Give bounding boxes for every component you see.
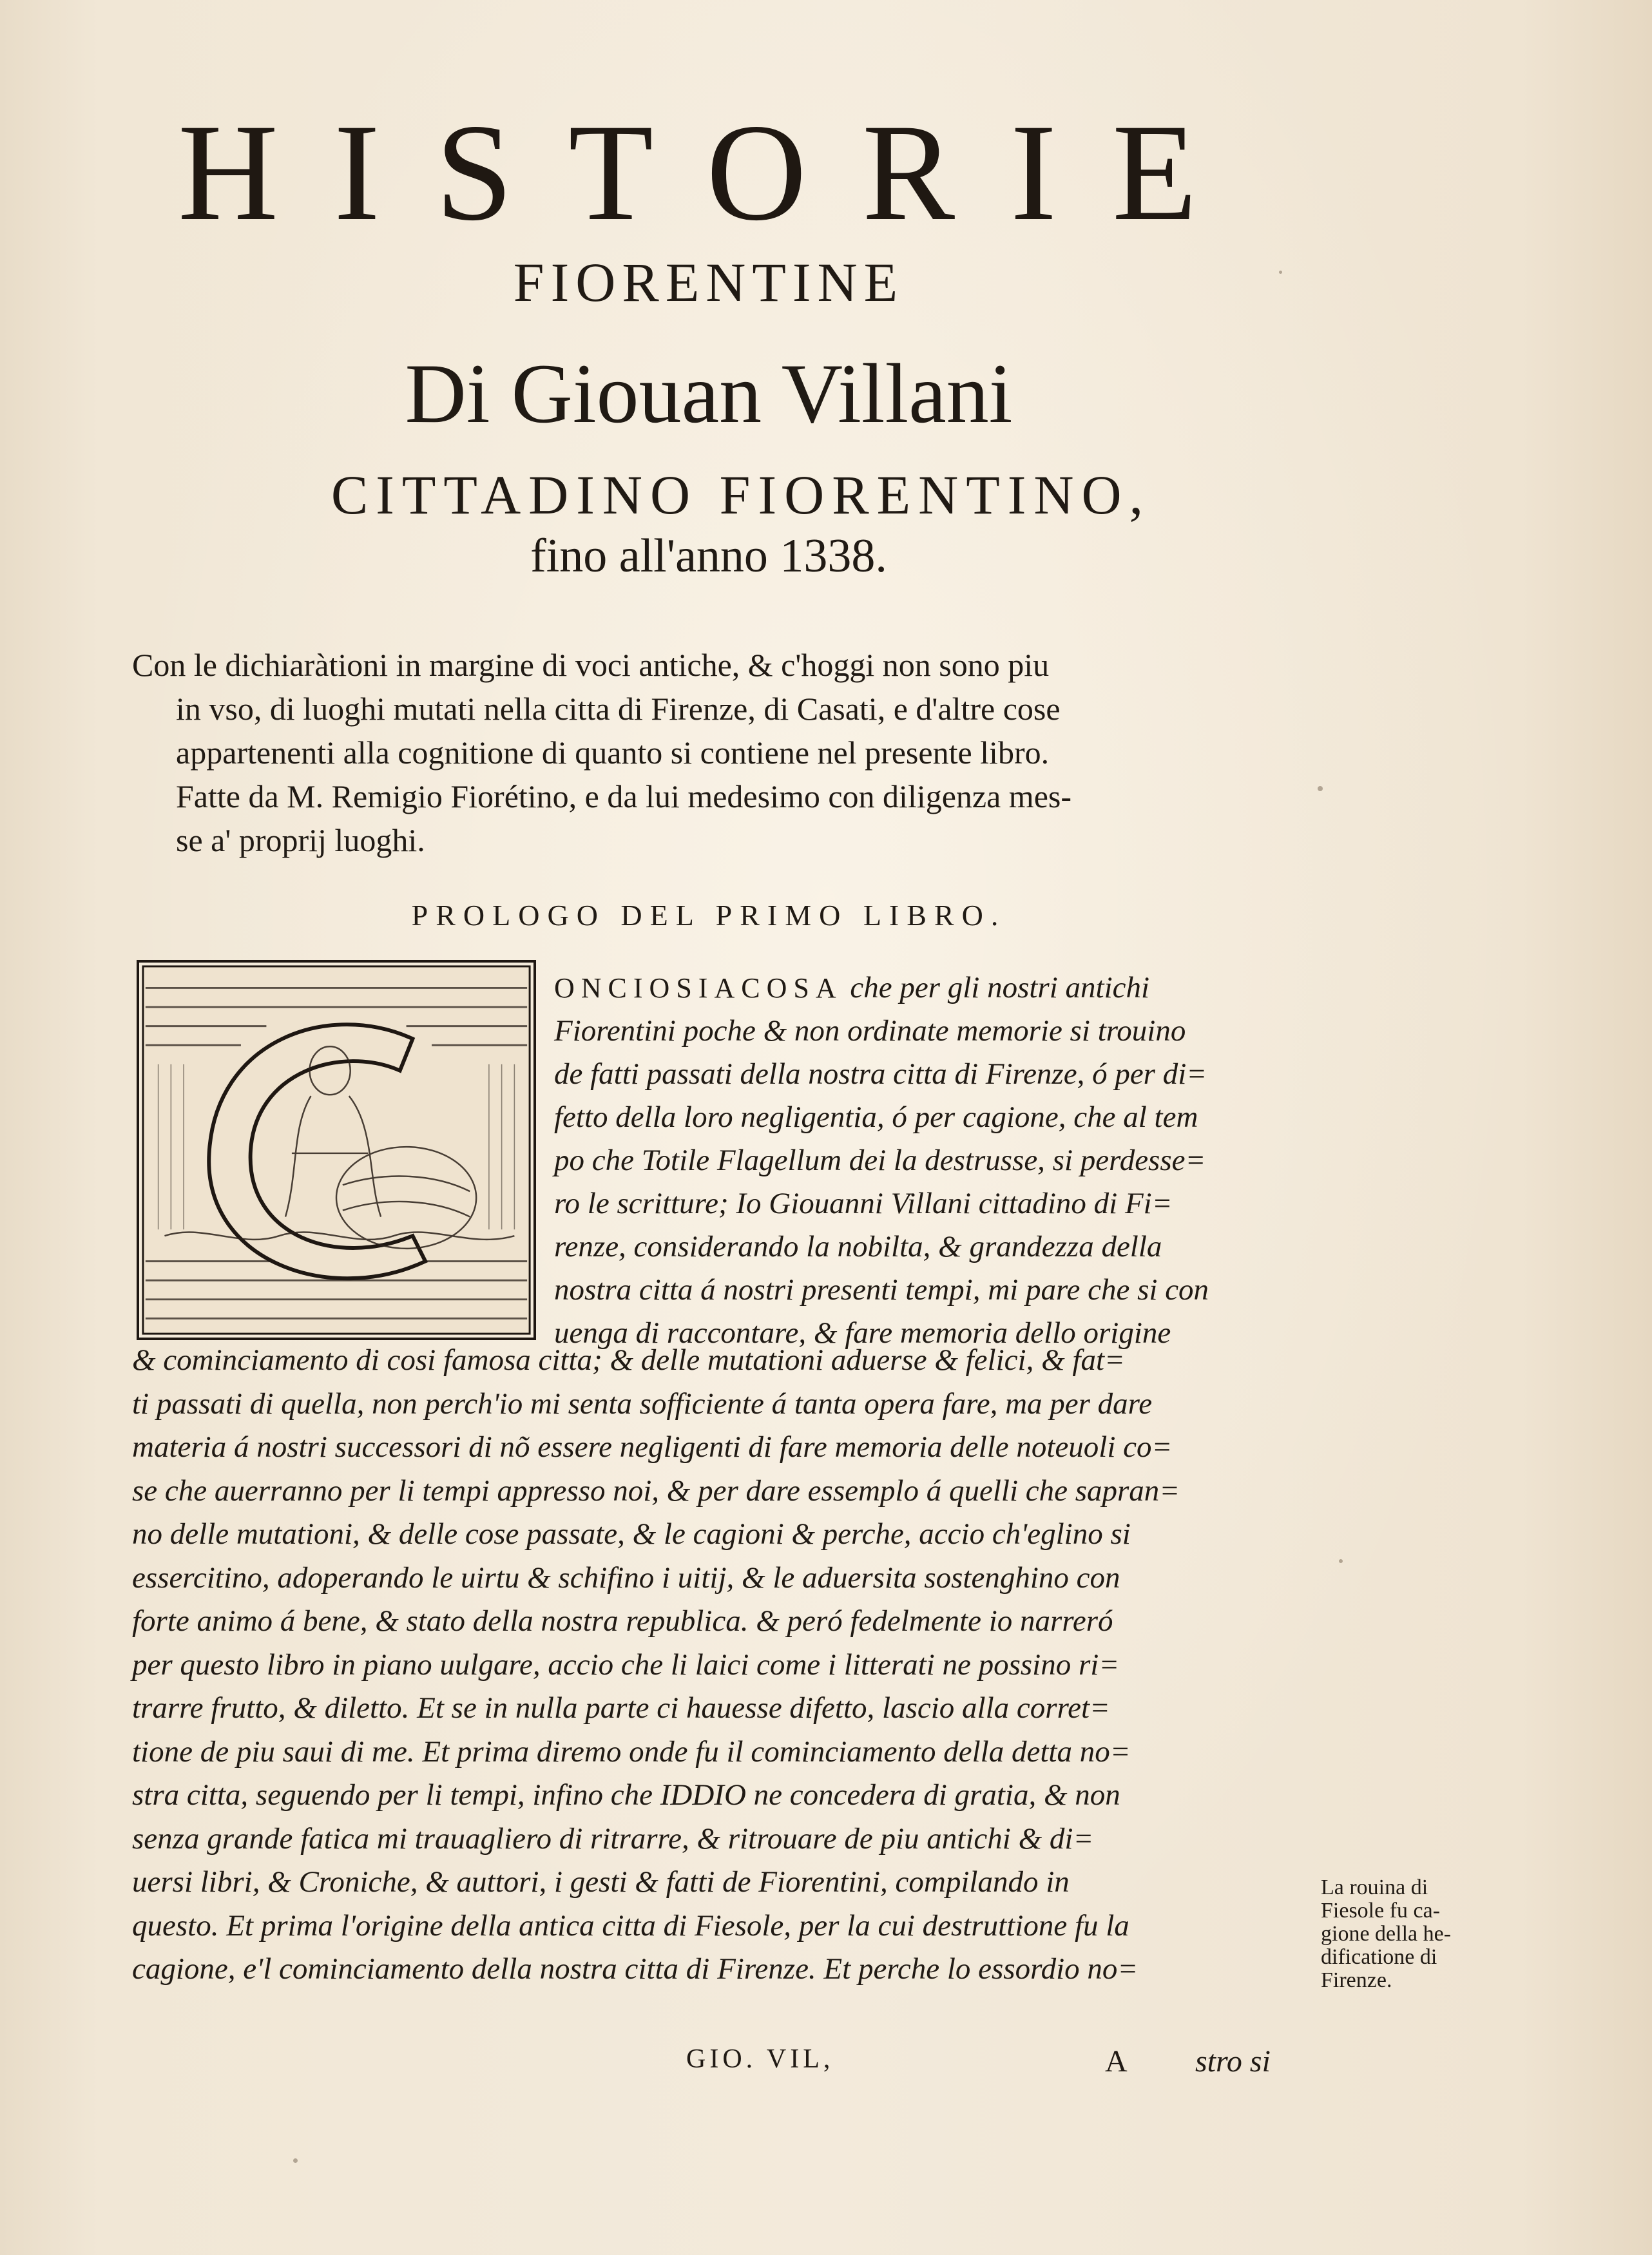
prologue-line: ti passati di quella, non perch'io mi senta sofficiente á tanta opera fare, ma per dare xyxy=(132,1387,1153,1421)
margin-note-line: dificatione di xyxy=(1321,1945,1437,1969)
prologue-line: se che auerranno per li tempi appresso noi, & per dare essemplo á quelli che sapran= xyxy=(132,1473,1180,1508)
prologue-line: questo. Et prima l'origine della antica citta di Fiesole, per la cui destruttione fu la xyxy=(132,1908,1129,1943)
intro-line: appartenenti alla cognitione di quanto si contiene nel presente libro. xyxy=(176,734,1050,771)
woodcut-illustration xyxy=(139,963,533,1338)
prologue-line: uenga di raccontare, & fare memoria dello origine xyxy=(554,1316,1171,1350)
signature-mark: GIO. VIL, xyxy=(686,2044,834,2074)
page-subtitle: FIORENTINE xyxy=(513,251,905,313)
author-line: Di Giouan Villani xyxy=(405,346,1013,441)
margin-note-line: gione della he- xyxy=(1321,1922,1452,1946)
page-title: HISTORIE xyxy=(177,95,1253,249)
prologue-line: Fiorentini poche & non ordinate memorie si trouino xyxy=(554,1014,1186,1048)
margin-note-line: La rouina di xyxy=(1321,1876,1428,1899)
prologue-line: senza grande fatica mi trauagliero di ritrarre, & ritrouare de piu antichi & di= xyxy=(132,1821,1094,1856)
prologue-line: nostra citta á nostri presenti tempi, mi pare che si con xyxy=(554,1273,1209,1307)
intro-line: in vso, di luoghi mutati nella citta di Firenze, di Casati, e d'altre cose xyxy=(176,691,1061,727)
prologue-text-full-width xyxy=(132,1339,1318,1991)
prologue-line: de fatti passati della nostra citta di Firenze, ó per di= xyxy=(554,1057,1207,1091)
prologue-line: uersi libri, & Croniche, & auttori, i gesti & fatti de Fiorentini, compilando in xyxy=(132,1865,1070,1899)
prologue-line: forte animo á bene, & stato della nostra republica. & peró fedelmente io narreró xyxy=(132,1604,1113,1638)
gathering-letter: A xyxy=(1105,2044,1128,2078)
margin-note-line: Fiesole fu ca- xyxy=(1321,1899,1441,1923)
page-footer xyxy=(132,2044,1318,2082)
prologue-heading: PROLOGO DEL PRIMO LIBRO. xyxy=(411,899,1006,932)
prologue-text-beside-initial xyxy=(554,966,1314,1355)
prologue-line: stra citta, seguendo per li tempi, infino che IDDIO ne concedera di gratia, & non xyxy=(132,1778,1120,1812)
prologue-line: & cominciamento di cosi famosa citta; & delle mutationi aduerse & felici, & fat= xyxy=(132,1343,1125,1377)
prologue-line: trarre frutto, & diletto. Et se in nulla parte ci hauesse difetto, lascio alla corret= xyxy=(132,1691,1110,1725)
prologue-line: essercitino, adoperando le uirtu & schifino i uitij, & le aduersita sostenghino con xyxy=(132,1560,1120,1595)
prologue-line: tione de piu saui di me. Et prima diremo onde fu il cominciamento della detta no= xyxy=(132,1734,1131,1769)
prologue-line: per questo libro in piano uulgare, accio che li laici come i litterati ne possino ri= xyxy=(132,1647,1120,1682)
margin-note-line: Firenze. xyxy=(1321,1968,1392,1992)
prologue-line: ro le scritture; Io Giouanni Villani cittadino di Fi= xyxy=(554,1187,1173,1220)
prologue-line: po che Totile Flagellum dei la destrusse, si perdesse= xyxy=(554,1144,1206,1177)
prologue-line: fetto della loro negligentia, ó per cagione, che al tem xyxy=(554,1100,1198,1134)
intro-line: Con le dichiaràtioni in margine di voci antiche, & c'hoggi non sono piu xyxy=(132,647,1050,683)
first-line-rest: che per gli nostri antichi xyxy=(850,971,1150,1004)
paper-speck xyxy=(293,2158,298,2163)
intro-line: se a' proprij luoghi. xyxy=(176,822,425,858)
opening-word: ONCIOSIACOSA xyxy=(554,972,843,1004)
decorated-initial-woodcut xyxy=(137,960,536,1340)
intro-line: Fatte da M. Remigio Fiorétino, e da lui medesimo con diligenza mes- xyxy=(176,778,1071,814)
paper-speck xyxy=(1339,1559,1343,1563)
catchword: stro si xyxy=(1195,2044,1271,2078)
prologue-line: materia á nostri successori di nõ essere negligenti di fare memoria delle noteuoli co= xyxy=(132,1430,1173,1464)
margin-note xyxy=(1321,1876,1540,1992)
paper-speck xyxy=(1318,786,1323,791)
prologue-line: no delle mutationi, & delle cose passate, & le cagioni & perche, accio ch'eglino si xyxy=(132,1517,1131,1551)
intro-paragraph xyxy=(132,643,1318,862)
paper-speck xyxy=(1279,271,1282,274)
prologue-line: cagione, e'l cominciamento della nostra citta di Firenze. Et perche lo essordio no= xyxy=(132,1952,1138,1986)
citizen-line: CITTADINO FIORENTINO, xyxy=(331,464,1151,526)
prologue-first-line xyxy=(554,966,1314,1010)
year-line: fino all'anno 1338. xyxy=(530,530,887,582)
prologue-line: renze, considerando la nobilta, & grandezza della xyxy=(554,1230,1162,1263)
